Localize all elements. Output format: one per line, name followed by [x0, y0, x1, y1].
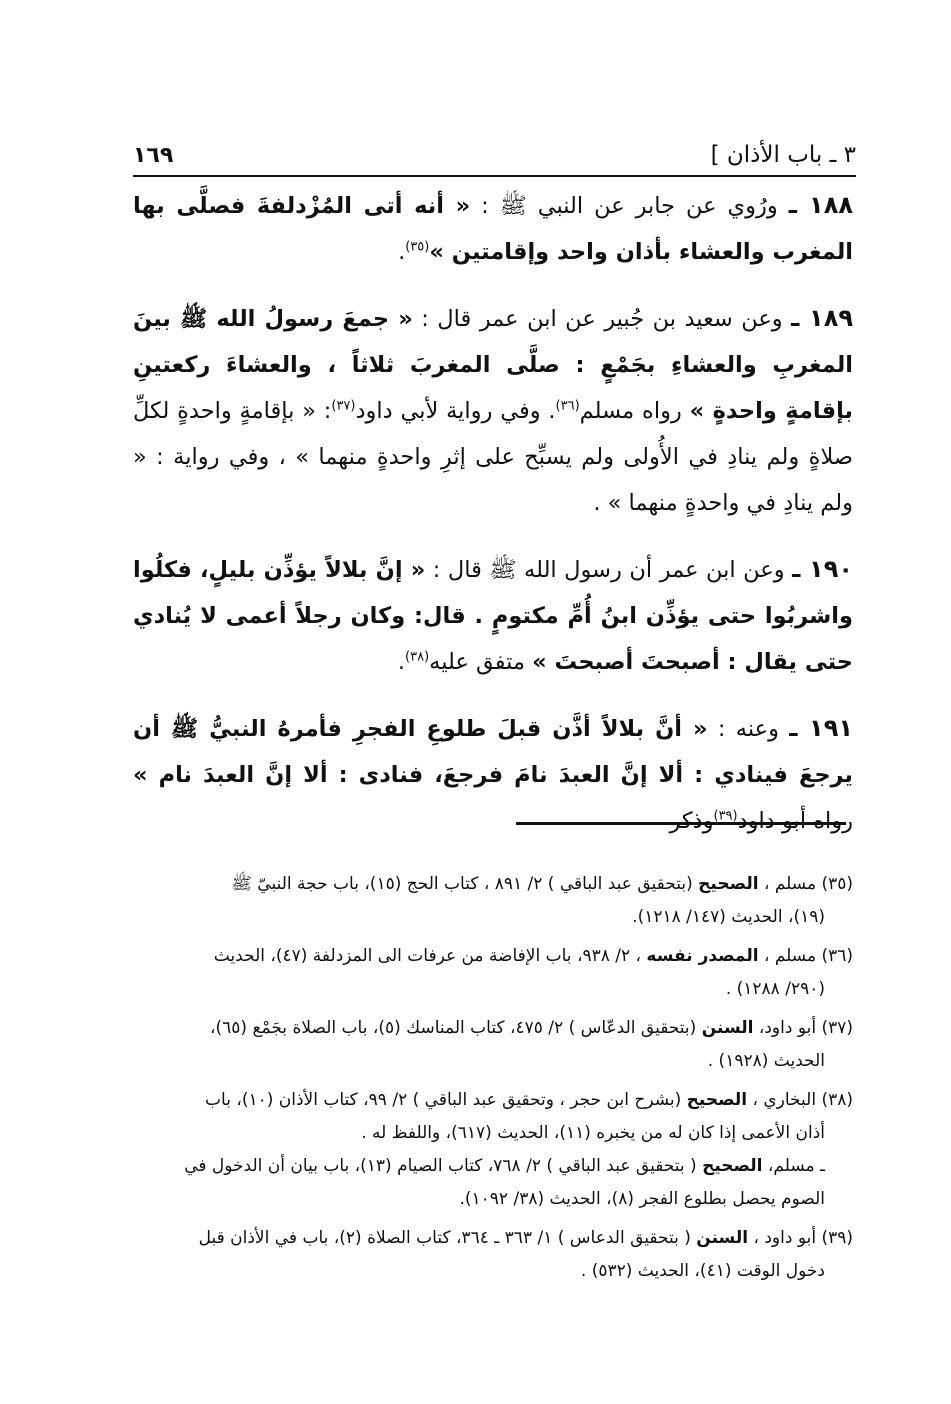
footnote-line: (١٩)، الحديث (١٤٧/ ١٢١٨).	[632, 907, 825, 927]
hadith-intro: ورُوي عن جابر عن النبي ﷺ :	[481, 193, 778, 219]
footnote-line: (٣٨) البخاري ، الصحيح (بشرح ابن حجر ، وتحقيق عبد الباقي ) ٢/ ٩٩، كتاب الأذان (١٠)، باب	[205, 1090, 853, 1110]
hadith-intro: وعن ابن عمر أن رسول الله ﷺ قال :	[432, 557, 785, 583]
hadith-source: رواه مسلم	[579, 398, 682, 424]
footnote-line: الحديث (١٩٢٨) .	[707, 1051, 825, 1071]
footnote-36	[133, 940, 853, 1006]
hadith-190	[133, 546, 853, 685]
footnote-line: دخول الوقت (٤١)، الحديث (٥٣٢) .	[580, 1261, 825, 1281]
footnote-line: الصوم يحصل بطلوع الفجر (٨)، الحديث (٣٨/ ١٠٩٢).	[459, 1189, 825, 1209]
main-text	[133, 182, 853, 864]
footnote-ref[interactable]: (٣٧)	[331, 398, 356, 414]
hadith-text: . وفي رواية لأبي داود	[355, 398, 556, 424]
footnote-line: (٢٩٠/ ١٢٨٨) .	[725, 979, 825, 999]
hadith-quote: « أنه أتى المُزْدلفةَ فصلَّى بها المغرب والعشاء بأذان واحد وإقامتين »	[133, 193, 853, 265]
hadith-189	[133, 295, 853, 526]
hadith-source: رواه أبو داود	[737, 808, 853, 834]
footnote-line: ـ مسلم، الصحيح ( بتحقيق عبد الباقي ) ٢/ ٧٦٨، كتاب الصيام (١٣)، باب بيان أن الدخول في	[184, 1156, 825, 1176]
footnote-line: (٣٥) مسلم ، الصحيح (بتحقيق عبد الباقي ) ٢/ ٨٩١ ، كتاب الحج (١٥)، باب حجة النبيّ ﷺ	[231, 874, 853, 894]
hadith-number: ١٩٠ ـ	[792, 555, 853, 583]
footnote-ref[interactable]: (٣٦)	[555, 398, 580, 414]
hadith-quote: « أنَّ بلالاً أذَّن قبلَ طلوعِ الفجرِ فأمرهُ النبيُّ ﷺ أن يرجعَ فينادي : ألا إنَّ العبدَ نامَ فرجعَ، فنادى : ألا إنَّ العبدَ نام »	[133, 716, 853, 788]
hadith-number: ١٨٨ ـ	[788, 191, 853, 219]
footnote-ref[interactable]: (٣٨)	[405, 649, 430, 665]
header-rule	[133, 175, 856, 177]
footnotes	[133, 868, 853, 1294]
footnote-38	[133, 1084, 853, 1216]
hadith-number: ١٩١ ـ	[789, 714, 853, 742]
punctuation: .	[398, 239, 406, 265]
hadith-source: متفق عليه	[429, 649, 526, 675]
hadith-text: وذكر	[669, 808, 714, 834]
footnote-line: (٣٦) مسلم ، المصدر نفسه ، ٢/ ٩٣٨، باب الإفاضة من عرفات الى المزدلفة (٤٧)، الحديث	[213, 946, 853, 966]
hadith-188	[133, 182, 853, 275]
running-head-chapter: ٣ ـ باب الأذان ]	[710, 142, 856, 168]
page-number: ١٦٩	[133, 143, 174, 168]
hadith-text: : « بإقامةٍ واحدةٍ لكلِّ صلاةٍ ولم ينادِ في الأُولى ولم يسبِّح على إثرِ واحدةٍ منهما » ، وفي رواية : « ولم ينادِ في واحدةٍ منهما » .	[133, 398, 853, 516]
footnote-line: (٣٧) أبو داود، السنن (بتحقيق الدعّاس ) ٢/ ٤٧٥، كتاب المناسك (٥)، باب الصلاة بجَمْع (٦٥)،	[210, 1018, 853, 1038]
footnote-separator	[516, 822, 846, 825]
hadith-intro: وعن سعيد بن جُبير عن ابن عمر قال :	[421, 306, 783, 332]
footnote-line: (٣٩) أبو داود ، السنن ( بتحقيق الدعاس ) ١/ ٣٦٣ ـ ٣٦٤، كتاب الصلاة (٢)، باب في الأذان قبل	[198, 1228, 853, 1248]
footnote-39	[133, 1222, 853, 1288]
hadith-intro: وعنه :	[717, 716, 779, 742]
punctuation: .	[397, 649, 406, 675]
footnote-ref[interactable]: (٣٥)	[405, 239, 430, 255]
hadith-quote: « إنَّ بلالاً يؤذِّن بليلٍ، فكلُوا واشربُوا حتى يؤذِّن ابنُ أُمِّ مكتومٍ . قال: وكان رجلاً أعمى لا يُنادي حتى يقال : أصبحتَ أصبحتَ »	[133, 557, 853, 675]
footnote-ref[interactable]: (٣٩)	[713, 808, 738, 824]
hadith-number: ١٨٩ ـ	[791, 304, 853, 332]
footnote-37	[133, 1012, 853, 1078]
footnote-35	[133, 868, 853, 934]
hadith-quote: « جمعَ رسولُ الله ﷺ بينَ المغربِ والعشاءِ بجَمْعٍ : صلَّى المغربَ ثلاثاً ، والعشاءَ ركعتينِ بإقامةٍ واحدةٍ »	[133, 306, 853, 424]
page-header	[133, 130, 856, 168]
footnote-line: أذان الأعمى إذا كان له من يخبره (١١)، الحديث (٦١٧)، واللفظ له .	[361, 1123, 825, 1143]
